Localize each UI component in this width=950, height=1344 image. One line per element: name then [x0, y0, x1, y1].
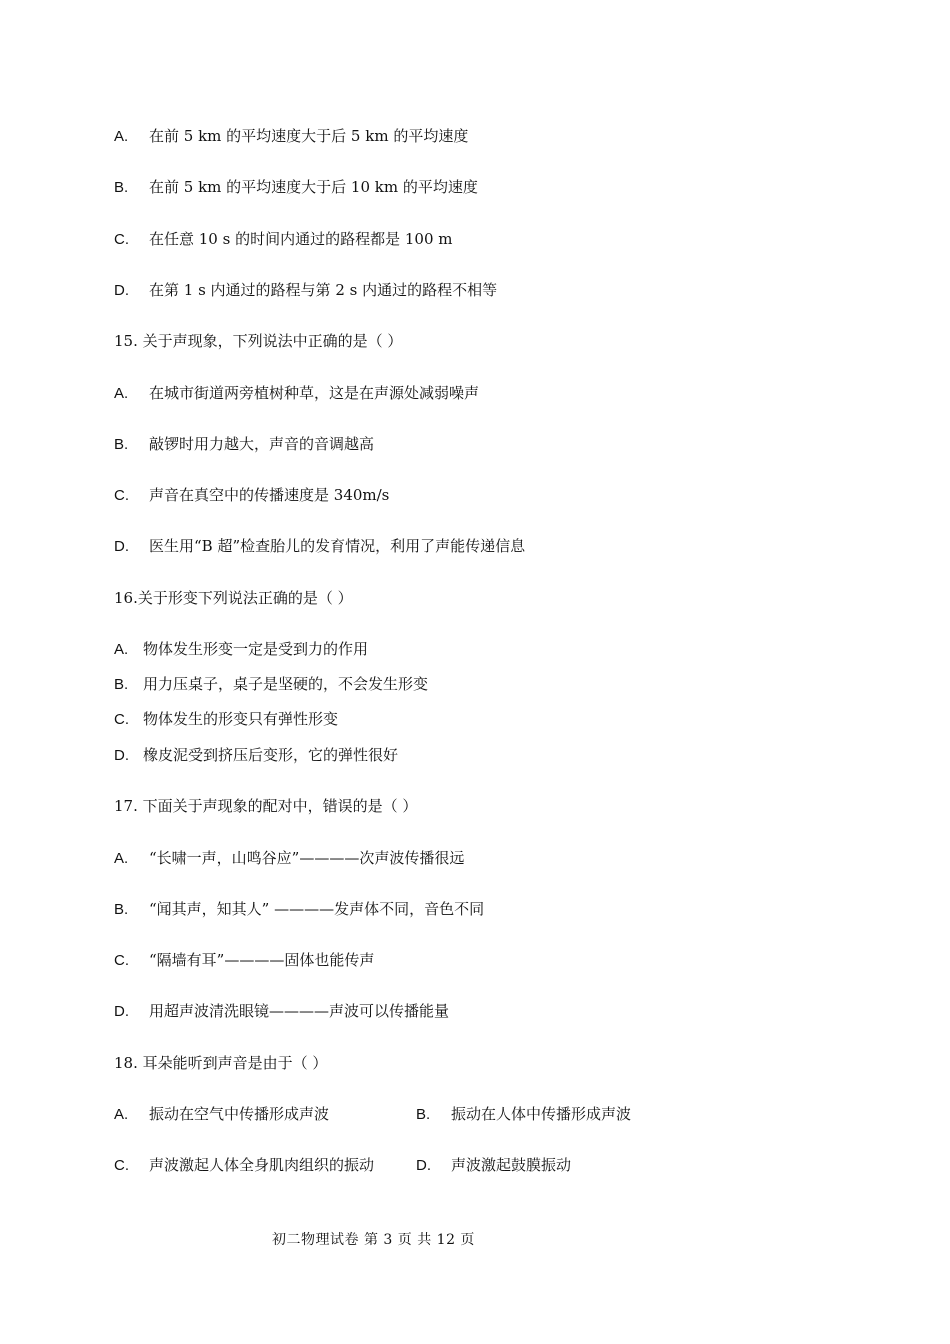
q18-stem: 18. 耳朵能听到声音是由于（ ） [114, 1054, 328, 1072]
option-text: 橡皮泥受到挤压后变形，它的弹性很好 [143, 746, 399, 764]
q16-option-c [114, 709, 338, 730]
option-label: B. [114, 179, 129, 196]
q16-option-a [114, 639, 368, 660]
option-text: 振动在人体中传播形成声波 [451, 1105, 632, 1123]
option-label: D. [114, 282, 129, 299]
q15-option-a [114, 383, 479, 404]
q18-option-c [114, 1155, 374, 1176]
option-label: C. [114, 711, 129, 728]
option-text: “隔墙有耳”————固体也能传声 [149, 951, 375, 969]
option-label: C. [114, 231, 129, 248]
option-label: A. [114, 128, 129, 145]
option-text: 在前 5 km 的平均速度大于后 5 km 的平均速度 [149, 127, 469, 145]
q16-stem: 16.关于形变下列说法正确的是（ ） [114, 589, 353, 607]
page-footer: 初二物理试卷 第 3 页 共 12 页 [272, 1232, 475, 1248]
option-label: D. [114, 538, 129, 555]
q14-option-d [114, 280, 497, 301]
q15-option-c [114, 485, 389, 506]
option-label: B. [114, 676, 129, 693]
option-label: C. [114, 952, 129, 969]
option-text: 声波激起人体全身肌肉组织的振动 [149, 1156, 375, 1174]
option-text: 用超声波清洗眼镜————声波可以传播能量 [149, 1002, 450, 1020]
q14-option-a [114, 126, 468, 147]
option-text: 声音在真空中的传播速度是 340m/s [149, 486, 390, 504]
option-text: 声波激起鼓膜振动 [451, 1156, 572, 1174]
option-label: C. [114, 1157, 129, 1174]
q16-option-b [114, 674, 428, 695]
q17-option-a [114, 848, 464, 869]
option-text: 在任意 10 s 的时间内通过的路程都是 100 m [149, 230, 453, 248]
q18-option-b [416, 1104, 631, 1125]
q17-stem: 17. 下面关于声现象的配对中，错误的是（ ） [114, 797, 418, 815]
q15-option-b [114, 434, 374, 455]
q18-option-a [114, 1104, 329, 1125]
option-label: A. [114, 850, 129, 867]
q15-option-d [114, 536, 525, 557]
q17-option-b [114, 899, 484, 920]
option-text: 在前 5 km 的平均速度大于后 10 km 的平均速度 [149, 178, 478, 196]
option-text: 在第 1 s 内通过的路程与第 2 s 内通过的路程不相等 [149, 281, 498, 299]
q15-stem: 15. 关于声现象，下列说法中正确的是（ ） [114, 332, 403, 350]
option-text: 物体发生的形变只有弹性形变 [143, 710, 339, 728]
option-label: C. [114, 487, 129, 504]
option-text: 在城市街道两旁植树种草，这是在声源处减弱噪声 [149, 384, 480, 402]
option-label: A. [114, 385, 129, 402]
option-label: B. [416, 1106, 431, 1123]
option-text: 用力压桌子，桌子是坚硬的，不会发生形变 [143, 675, 429, 693]
q14-option-c [114, 229, 452, 250]
option-text: “长啸一声，山鸣谷应”————次声波传播很远 [149, 849, 465, 867]
option-label: D. [114, 747, 129, 764]
option-text: 医生用“B 超”检查胎儿的发育情况，利用了声能传递信息 [149, 537, 526, 555]
option-text: 物体发生形变一定是受到力的作用 [143, 640, 369, 658]
q17-option-d [114, 1001, 449, 1022]
option-label: D. [416, 1157, 431, 1174]
option-label: A. [114, 1106, 129, 1123]
option-label: B. [114, 901, 129, 918]
option-label: D. [114, 1003, 129, 1020]
q18-option-d [416, 1155, 571, 1176]
option-text: 振动在空气中传播形成声波 [149, 1105, 330, 1123]
option-label: B. [114, 436, 129, 453]
q17-option-c [114, 950, 374, 971]
option-label: A. [114, 641, 129, 658]
q16-option-d [114, 745, 398, 766]
option-text: “闻其声，知其人” ————发声体不同，音色不同 [149, 900, 485, 918]
option-text: 敲锣时用力越大，声音的音调越高 [149, 435, 375, 453]
q14-option-b [114, 177, 478, 198]
